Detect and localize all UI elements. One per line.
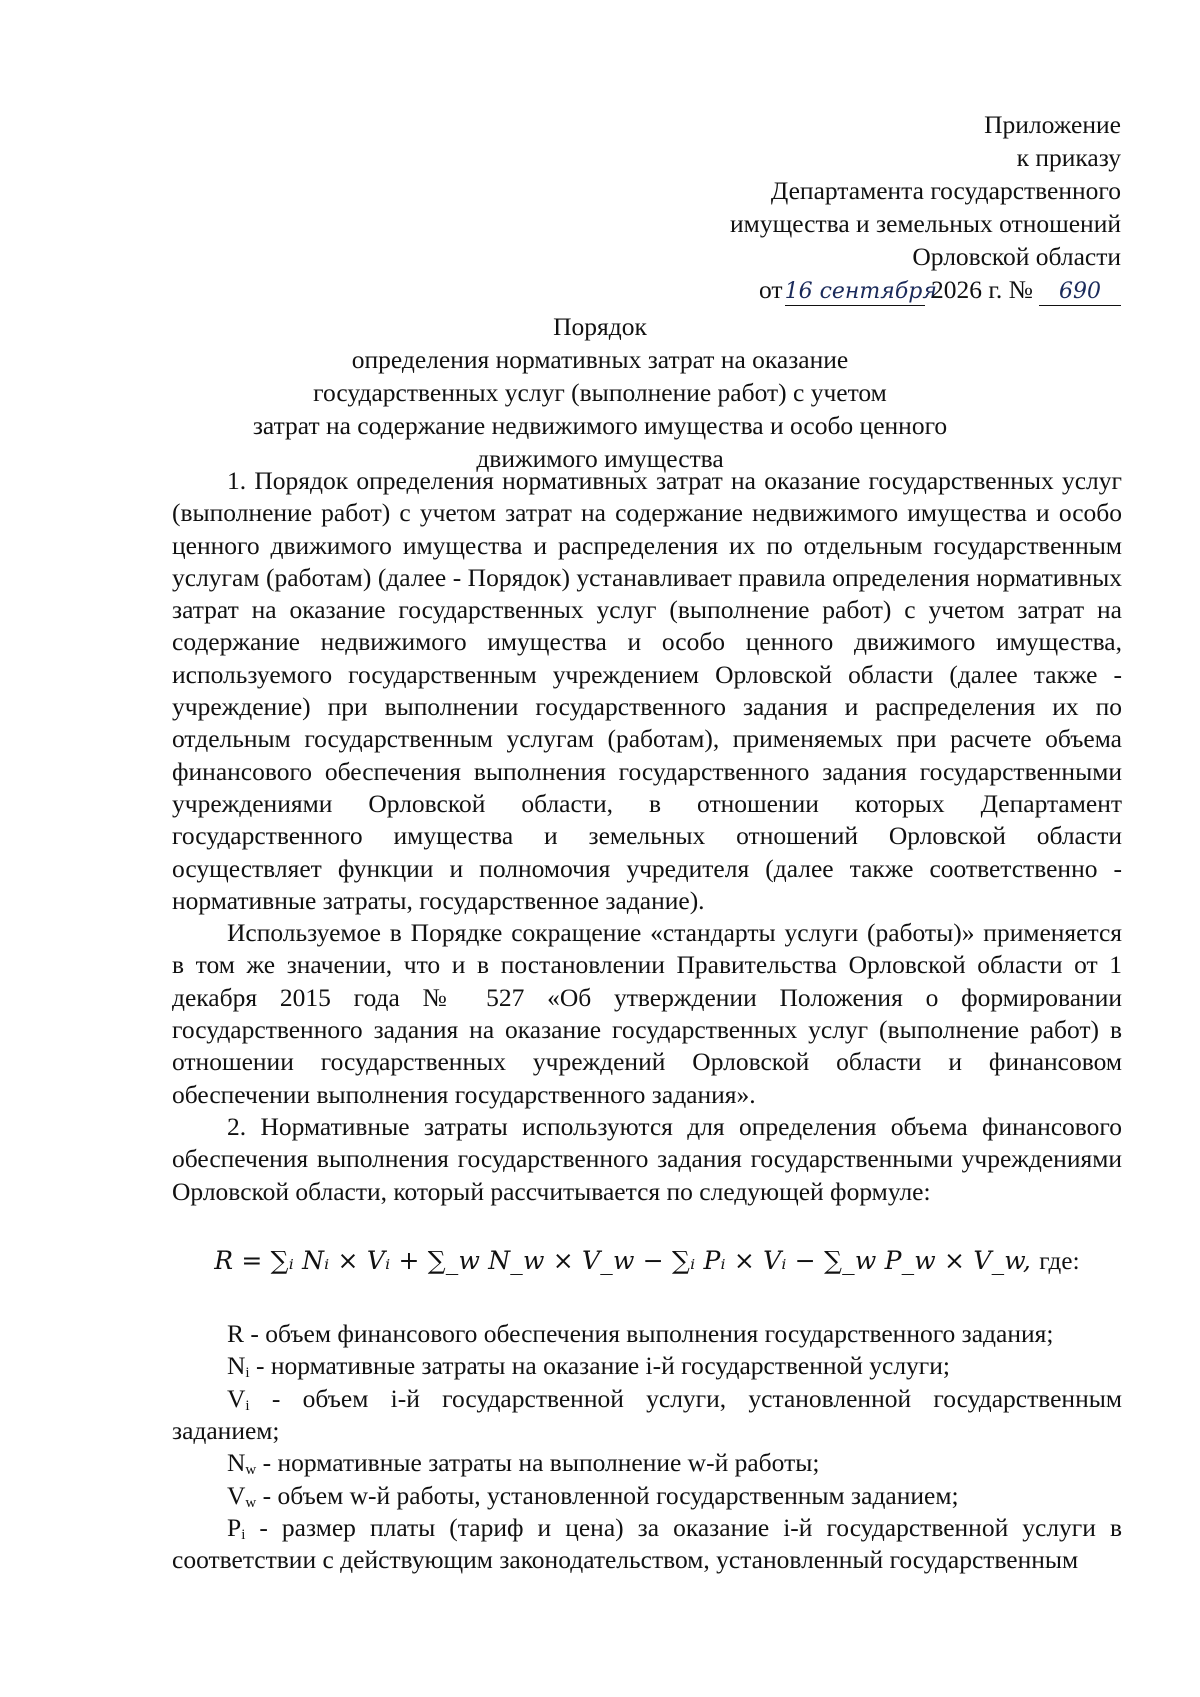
- definition-item: $N_w$ - нормативные затраты на выполнение w-й работы;: [227, 1448, 820, 1479]
- document-title: [250, 310, 950, 475]
- definition-item: $P_i$ - размер платы (тариф и цена) за оказание i-й государственной услуги в соответствии с действующим законодательством, установленный государственным: [172, 1512, 1122, 1575]
- definition-item: $N_i$ - нормативные затраты на оказание i-й государственной услуги;: [227, 1351, 950, 1382]
- paragraph-2: Используемое в Порядке сокращение «стандарты услуги (работы)» применяется в том же значении, что и в постановлении Правительства Орловской области от 1 декабря 2015 года № 527 «Об утверждении Положения о формировании государственного задания на оказание государственных услуг (выполнение работ) в отношении государственных учреждений Орловской области и финансовом обеспечении выполнения государственного задания».: [172, 918, 1122, 1109]
- appendix-line: Приложение: [984, 110, 1121, 139]
- handwritten-date: 16 сентября: [784, 279, 937, 304]
- paragraph-3: 2. Нормативные затраты используются для определения объема финансового обеспечения выполнения государственного задания государственными учреждениями Орловской области, который рассчитывается по следующей формуле:: [172, 1111, 1122, 1206]
- appendix-header: [561, 108, 1121, 306]
- paragraph-1: 1. Порядок определения нормативных затрат на оказание государственных услуг (выполнение работ) с учетом затрат на содержание недвижимого имущества и особо ценного движимого имущества и распределения их по отдельным государственным услугам (работам) (далее - Порядок) устанавливает правила определения нормативных затрат на оказание государственных услуг (выполнение работ) с учетом затрат на содержание недвижимого имущества и особо ценного движимого имущества, используемого государственным учреждением Орловской области (далее также - учреждение) при выполнении государственного задания и распределения их по отдельным государственным услугам (работам), применяемых при расчете объема финансового обеспечения выполнения государственного задания государственными учреждениями Орловской области, в отношении которых Департамент государственного имущества и земельных отношений Орловской области осуществляет функции и полномочия учредителя (далее также соответственно - нормативные затраты, государственное задание).: [172, 466, 1122, 915]
- document-body: [172, 465, 1122, 1577]
- appendix-line: имущества и земельных отношений: [730, 209, 1121, 238]
- formula-expression: R = ∑ᵢ Nᵢ × Vᵢ + ∑_w N_w × V_w − ∑ᵢ Pᵢ × Vᵢ − ∑_w P_w × V_w,: [214, 1245, 1032, 1275]
- appendix-line: Департамента государственного: [770, 176, 1121, 205]
- formula-definitions: [172, 1318, 1122, 1576]
- order-date-line: [561, 273, 1121, 306]
- title-line: государственных услуг (выполнение работ) с учетом: [313, 378, 887, 407]
- definition-item: R - объем финансового обеспечения выполнения государственного задания;: [227, 1319, 1054, 1349]
- date-suffix: 2026 г. №: [930, 275, 1033, 304]
- formula-suffix: где:: [1039, 1247, 1080, 1275]
- financing-formula: [172, 1245, 1122, 1278]
- definition-item: $V_w$ - объем w-й работы, установленной государственным заданием;: [227, 1480, 959, 1511]
- handwritten-order-number: 690: [1039, 279, 1121, 306]
- appendix-line: Орловской области: [912, 242, 1121, 271]
- title-line: Порядок: [553, 312, 647, 341]
- title-line: движимого имущества: [476, 444, 724, 473]
- title-line: определения нормативных затрат на оказание: [351, 345, 849, 374]
- appendix-line: к приказу: [1016, 143, 1121, 172]
- date-prefix: от: [759, 275, 783, 304]
- definition-item: $V_i$ - объем i-й государственной услуги, установленной государственным заданием;: [172, 1383, 1122, 1446]
- title-line: затрат на содержание недвижимого имущества и особо ценного: [252, 411, 948, 440]
